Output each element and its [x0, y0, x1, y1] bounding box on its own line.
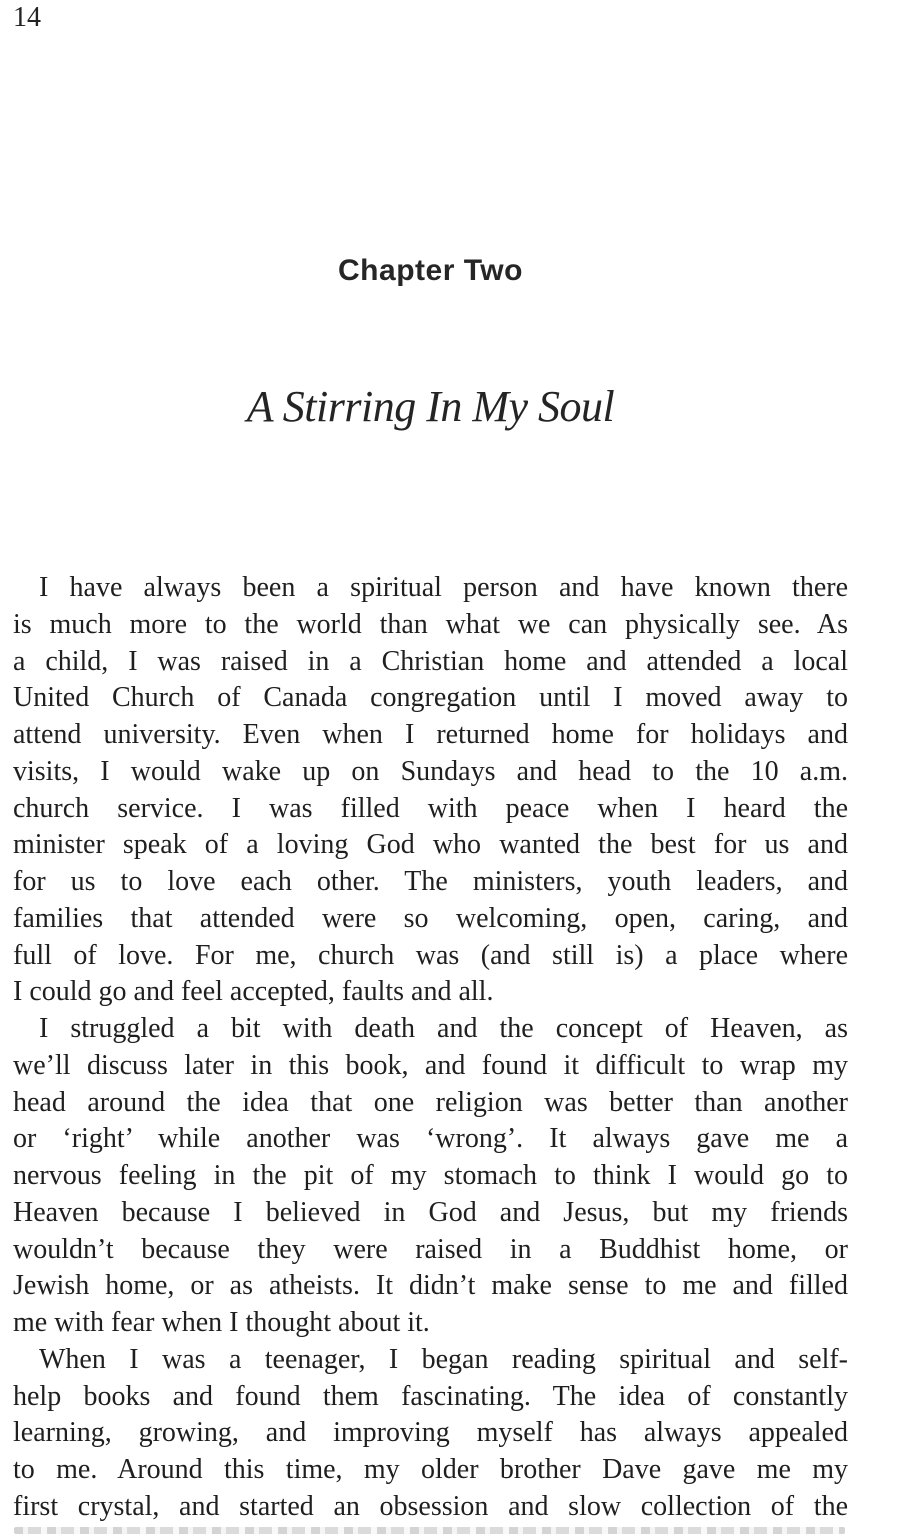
text-line: I struggled a bit with death and the concept of Heaven, as [39, 1013, 848, 1044]
text-line: for us to love each other. The ministers, youth leaders, and [13, 866, 848, 897]
text-line: United Church of Canada congregation until I moved away to [13, 682, 848, 714]
chapter-title: A Stirring In My Soul [246, 382, 615, 431]
text-line: me with fear when I thought about it. [13, 1307, 430, 1338]
text-line: first crystal, and started an obsession and slow collection of the [13, 1490, 848, 1522]
text-line: full of love. For me, church was (and still is) a place where [13, 939, 848, 971]
text-line: is much more to the world than what we can physically see. As [13, 608, 848, 640]
text-line: wouldn’t because they were raised in a Buddhist home, or [13, 1233, 848, 1265]
chapter-label: Chapter Two [338, 254, 523, 287]
text-line: minister speak of a loving God who wanted the best for us and [13, 829, 848, 861]
text-line: I have always been a spiritual person and have known there [39, 572, 848, 603]
text-line: Heaven because I believed in God and Jesus, but my friends [13, 1196, 848, 1228]
body-text [13, 570, 848, 1526]
text-line: or ‘right’ while another was ‘wrong’. It always gave me a [13, 1123, 848, 1155]
text-line: learning, growing, and improving myself has always appealed [13, 1417, 848, 1449]
text-line: head around the idea that one religion was better than another [13, 1086, 848, 1118]
text-line: Jewish home, or as atheists. It didn’t make sense to me and filled [13, 1270, 848, 1302]
text-line: help books and found them fascinating. The idea of constantly [13, 1380, 848, 1412]
clipped-text-line [14, 1527, 845, 1534]
text-line: nervous feeling in the pit of my stomach to think I would go to [13, 1160, 848, 1191]
text-line: visits, I would wake up on Sundays and head to the 10 a.m. [13, 755, 848, 787]
text-line: a child, I was raised in a Christian home and attended a local [13, 645, 848, 677]
text-line: When I was a teenager, I began reading spiritual and self- [39, 1343, 848, 1375]
page-number: 14 [13, 2, 41, 33]
text-line: families that attended were so welcoming, open, caring, and [13, 902, 848, 934]
text-line: I could go and feel accepted, faults and all. [13, 976, 494, 1008]
text-line: we’ll discuss later in this book, and found it difficult to wrap my [13, 1049, 848, 1081]
text-line: to me. Around this time, my older brother Dave gave me my [13, 1454, 848, 1485]
text-line: church service. I was filled with peace when I heard the [13, 792, 848, 824]
text-line: attend university. Even when I returned home for holidays and [13, 719, 848, 750]
